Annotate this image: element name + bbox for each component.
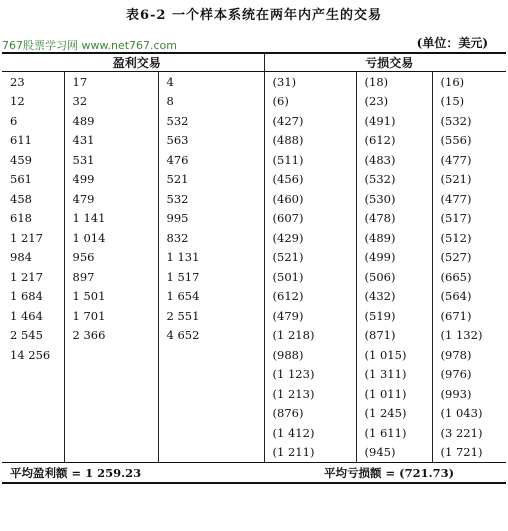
profit-cell (64, 345, 158, 365)
loss-cell: (6) (264, 92, 356, 112)
loss-cell: (432) (356, 287, 432, 307)
table-row (2, 404, 506, 424)
table-row (2, 228, 506, 248)
profit-cell: 897 (64, 267, 158, 287)
trades-body (2, 72, 506, 463)
loss-cell: (15) (432, 92, 506, 112)
profit-cell: 1 684 (2, 287, 64, 307)
loss-cell: (3 221) (432, 423, 506, 443)
loss-cell: (16) (432, 72, 506, 92)
table-row (2, 189, 506, 209)
loss-cell: (1 011) (356, 384, 432, 404)
loss-cell: (1 043) (432, 404, 506, 424)
table-title: 表6-2 一个样本系统在两年内产生的交易 (125, 8, 382, 23)
loss-cell: (556) (432, 131, 506, 151)
loss-cell: (612) (264, 287, 356, 307)
loss-cell: (527) (432, 248, 506, 268)
profit-cell: 2 551 (158, 306, 264, 326)
profit-cell: 2 545 (2, 326, 64, 346)
loss-cell: (1 218) (264, 326, 356, 346)
loss-cell: (506) (356, 267, 432, 287)
table-row (2, 111, 506, 131)
profit-cell: 479 (64, 189, 158, 209)
table-row (2, 306, 506, 326)
profit-cell: 611 (2, 131, 64, 151)
profit-cell: 521 (158, 170, 264, 190)
loss-cell: (460) (264, 189, 356, 209)
loss-cell: (23) (356, 92, 432, 112)
profit-cell: 561 (2, 170, 64, 190)
loss-cell: (18) (356, 72, 432, 92)
loss-cell: (564) (432, 287, 506, 307)
loss-cell: (477) (432, 150, 506, 170)
loss-cell: (532) (432, 111, 506, 131)
profit-cell (64, 404, 158, 424)
profit-cell: 32 (64, 92, 158, 112)
table-row (2, 267, 506, 287)
table-row (2, 150, 506, 170)
table-row (2, 326, 506, 346)
loss-cell: (1 412) (264, 423, 356, 443)
profit-cell: 1 654 (158, 287, 264, 307)
profit-cell: 14 256 (2, 345, 64, 365)
table-row (2, 345, 506, 365)
profit-cell: 1 501 (64, 287, 158, 307)
loss-cell: (530) (356, 189, 432, 209)
loss-cell: (429) (264, 228, 356, 248)
loss-cell: (1 311) (356, 365, 432, 385)
profit-cell: 1 131 (158, 248, 264, 268)
table-row (2, 423, 506, 443)
profit-cell: 531 (64, 150, 158, 170)
profit-cell (64, 365, 158, 385)
profit-cell: 458 (2, 189, 64, 209)
loss-cell: (993) (432, 384, 506, 404)
loss-cell: (607) (264, 209, 356, 229)
avg-profit: 平均盈利额 = 1 259.23 (2, 463, 264, 484)
profit-cell: 984 (2, 248, 64, 268)
trades-table (2, 52, 506, 484)
loss-cell: (511) (264, 150, 356, 170)
loss-cell: (1 245) (356, 404, 432, 424)
profit-cell: 532 (158, 111, 264, 131)
profit-cell: 499 (64, 170, 158, 190)
loss-cell: (976) (432, 365, 506, 385)
profit-cell: 431 (64, 131, 158, 151)
loss-cell: (671) (432, 306, 506, 326)
profit-cell (2, 443, 64, 463)
loss-cell: (521) (264, 248, 356, 268)
loss-cell: (1 015) (356, 345, 432, 365)
unit-label: (单位：美元) (416, 36, 488, 50)
profit-cell (64, 423, 158, 443)
loss-cell: (477) (432, 189, 506, 209)
loss-cell: (665) (432, 267, 506, 287)
loss-cell: (532) (356, 170, 432, 190)
profit-cell: 1 014 (64, 228, 158, 248)
profit-cell: 4 (158, 72, 264, 92)
table-row (2, 365, 506, 385)
profit-cell: 832 (158, 228, 264, 248)
table-row (2, 384, 506, 404)
table-row (2, 72, 506, 92)
loss-cell: (456) (264, 170, 356, 190)
profit-cell: 618 (2, 209, 64, 229)
profit-cell: 532 (158, 189, 264, 209)
table-row (2, 92, 506, 112)
loss-cell: (491) (356, 111, 432, 131)
profit-cell: 459 (2, 150, 64, 170)
profit-cell (158, 384, 264, 404)
loss-cell: (1 611) (356, 423, 432, 443)
profit-cell: 8 (158, 92, 264, 112)
profit-cell: 956 (64, 248, 158, 268)
table-row (2, 287, 506, 307)
watermark: 767股票学习网 www.net767.com (2, 39, 178, 52)
table-row (2, 248, 506, 268)
profit-cell: 6 (2, 111, 64, 131)
profit-cell: 1 701 (64, 306, 158, 326)
profit-cell: 4 652 (158, 326, 264, 346)
loss-cell: (1 123) (264, 365, 356, 385)
table-row (2, 443, 506, 463)
loss-header: 亏损交易 (264, 53, 506, 72)
profit-cell (158, 423, 264, 443)
loss-cell: (479) (264, 306, 356, 326)
profit-cell: 489 (64, 111, 158, 131)
loss-cell: (612) (356, 131, 432, 151)
avg-loss: 平均亏损额 = (721.73) (264, 463, 506, 484)
loss-cell: (1 132) (432, 326, 506, 346)
loss-cell: (499) (356, 248, 432, 268)
profit-cell: 995 (158, 209, 264, 229)
profit-cell (64, 443, 158, 463)
loss-cell: (519) (356, 306, 432, 326)
loss-cell: (876) (264, 404, 356, 424)
loss-cell: (1 721) (432, 443, 506, 463)
loss-cell: (427) (264, 111, 356, 131)
profit-cell: 1 217 (2, 267, 64, 287)
profit-cell: 563 (158, 131, 264, 151)
loss-cell: (871) (356, 326, 432, 346)
profit-cell: 17 (64, 72, 158, 92)
loss-cell: (521) (432, 170, 506, 190)
profit-cell: 23 (2, 72, 64, 92)
profit-cell (158, 443, 264, 463)
loss-cell: (517) (432, 209, 506, 229)
profit-cell: 2 366 (64, 326, 158, 346)
loss-cell: (483) (356, 150, 432, 170)
profit-cell: 1 517 (158, 267, 264, 287)
loss-cell: (945) (356, 443, 432, 463)
profit-cell: 1 141 (64, 209, 158, 229)
loss-cell: (31) (264, 72, 356, 92)
profit-cell (2, 404, 64, 424)
loss-cell: (488) (264, 131, 356, 151)
profit-cell (2, 384, 64, 404)
profit-cell: 1 217 (2, 228, 64, 248)
profit-cell (158, 365, 264, 385)
loss-cell: (1 213) (264, 384, 356, 404)
loss-cell: (512) (432, 228, 506, 248)
loss-cell: (489) (356, 228, 432, 248)
table-row (2, 209, 506, 229)
profit-cell (64, 384, 158, 404)
profit-cell (2, 423, 64, 443)
table-row (2, 170, 506, 190)
table-row (2, 131, 506, 151)
profit-cell: 1 464 (2, 306, 64, 326)
profit-cell: 12 (2, 92, 64, 112)
loss-cell: (1 211) (264, 443, 356, 463)
profit-cell (158, 404, 264, 424)
profit-cell: 476 (158, 150, 264, 170)
profit-cell (158, 345, 264, 365)
loss-cell: (478) (356, 209, 432, 229)
loss-cell: (988) (264, 345, 356, 365)
profit-header: 盈利交易 (2, 53, 264, 72)
profit-cell (2, 365, 64, 385)
loss-cell: (501) (264, 267, 356, 287)
loss-cell: (978) (432, 345, 506, 365)
